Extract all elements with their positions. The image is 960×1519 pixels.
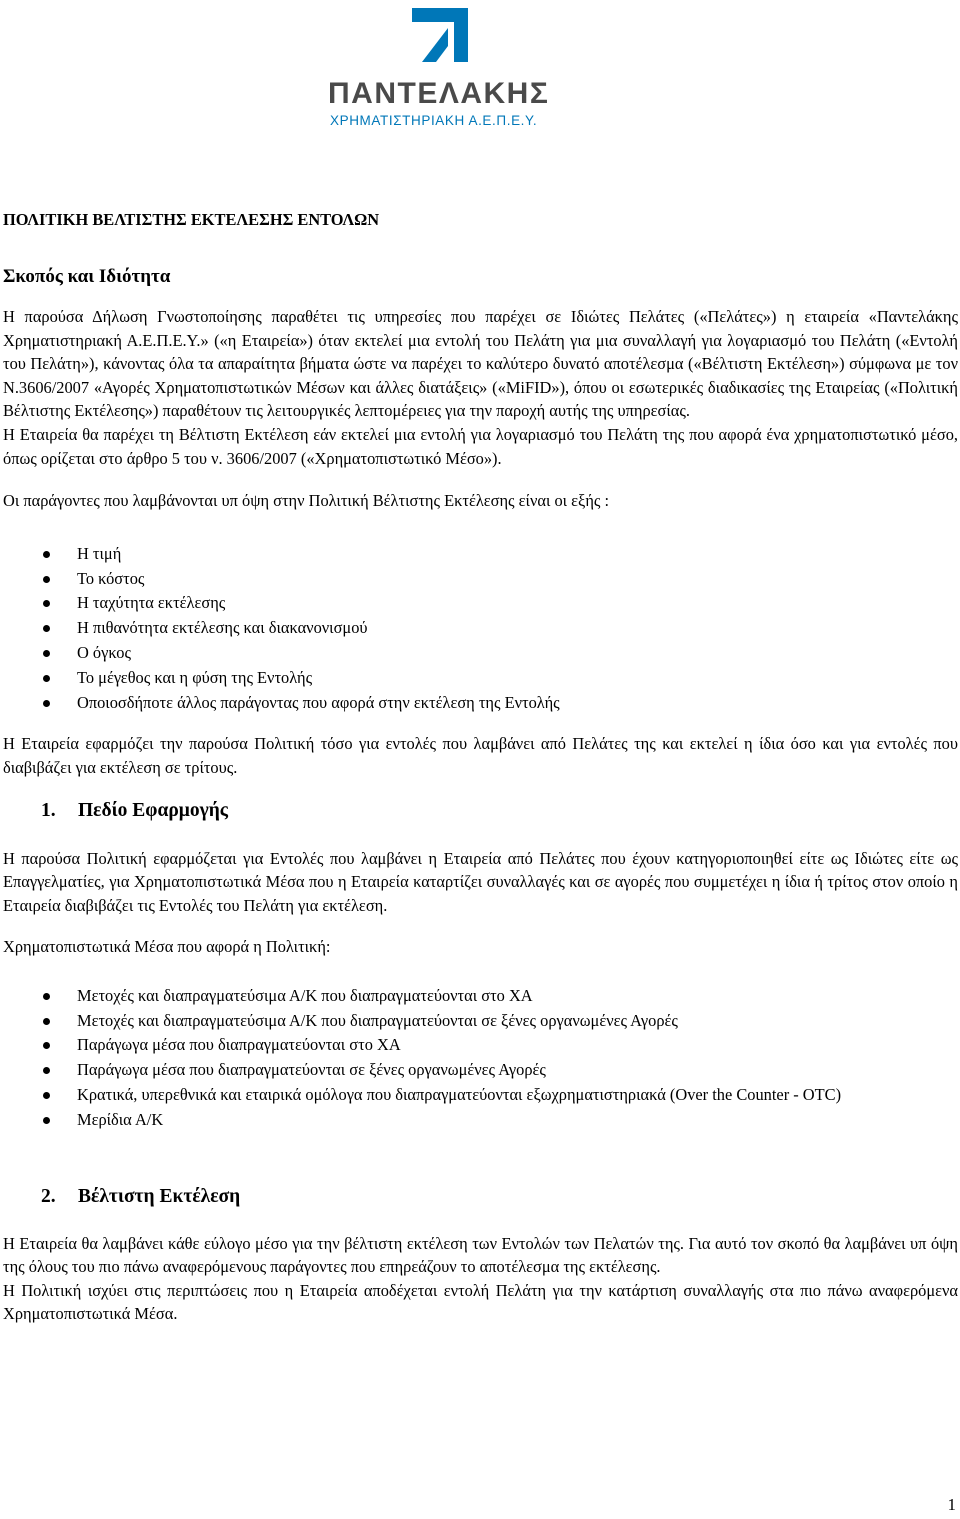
list-item: Το κόστος — [3, 567, 958, 592]
section-title: Βέλτιστη Εκτέλεση — [78, 1185, 241, 1207]
list-item: Ο όγκος — [3, 641, 958, 666]
bullet-icon — [43, 625, 50, 632]
bullet-icon — [43, 700, 50, 707]
section-number: 1. — [41, 799, 56, 821]
bullet-icon — [43, 675, 50, 682]
logo-name: ΠΑΝΤΕΛΑΚΗΣ — [328, 77, 550, 110]
bullet-icon — [43, 1042, 50, 1049]
list-item: Το μέγεθος και η φύση της Εντολής — [3, 666, 958, 691]
bullet-icon — [43, 993, 50, 1000]
logo-subtitle: ΧΡΗΜΑΤΙΣΤΗΡΙΑΚΗ Α.Ε.Π.Ε.Υ. — [330, 113, 538, 128]
factors-intro: Οι παράγοντες που λαμβάνονται υπ όψη στην Πολιτική Βέλτιστης Εκτέλεσης είναι οι εξής : — [3, 491, 610, 511]
intro-paragraph-2: Η Εταιρεία θα παρέχει τη Βέλτιστη Εκτέλεση εάν εκτελεί μια εντολή για λογαριασμό του Πελάτη της που αφορά ένα χρηματοπιστωτικό μέσο, όπως ορίζεται στο άρθρο 5 του ν. 3606/2007 («Χρηματοπιστωτικό Μέσο»). — [3, 424, 958, 468]
list-item: Η τιμή — [3, 542, 958, 567]
list-item: Οποιοσδήποτε άλλος παράγοντας που αφορά στην εκτέλεση της Εντολής — [3, 691, 958, 716]
factors-list — [3, 542, 958, 716]
section-title: Πεδίο Εφαρμογής — [78, 799, 229, 821]
bullet-icon — [43, 1018, 50, 1025]
list-item: Μερίδια Α/Κ — [3, 1108, 958, 1133]
bullet-icon — [43, 600, 50, 607]
bullet-icon — [43, 650, 50, 657]
list-item: Η πιθανότητα εκτέλεσης και διακανονισμού — [3, 616, 958, 641]
document-title: ΠΟΛΙΤΙΚΗ ΒΕΛΤΙΣΤΗΣ ΕΚΤΕΛΕΣΗΣ ΕΝΤΟΛΩΝ — [3, 210, 380, 229]
best-execution-paragraph-2: Η Πολιτική ισχύει στις περιπτώσεις που η Εταιρεία αποδέχεται εντολή Πελάτη για την κατάρτιση συναλλαγής στα πιο πάνω αναφερόμενα Χρηματοπιστωτικά Μέσα. — [3, 1280, 958, 1324]
policy-application-paragraph: Η Εταιρεία εφαρμόζει την παρούσα Πολιτική τόσο για εντολές που λαμβάνει από Πελάτες της και εκτελεί η ίδια όσο και για εντολές που διαβιβάζει για εκτέλεση σε τρίτους. — [3, 734, 958, 777]
section-heading-best-execution — [3, 1185, 958, 1215]
bullet-icon — [43, 576, 50, 583]
scope-paragraph: Η παρούσα Πολιτική εφαρμόζεται για Εντολές που λαμβάνει η Εταιρεία από Πελάτες που έχουν κατηγοριοποιηθεί είτε ως Ιδιώτες είτε ως Επαγγελματίες, για Χρηματοπιστωτικά Μέσα που η Εταιρεία καταρτίζει συναλλαγές και σε αγορές που συμμετέχει η ίδια ή τρίτος στον οποίο η Εταιρεία διαβιβάζει τις Εντολές του Πελάτη για εκτέλεση. — [3, 848, 958, 915]
list-item: Παράγωγα μέσα που διαπραγματεύονται σε ξένες οργανωμένες Αγορές — [3, 1058, 958, 1083]
bullet-icon — [43, 1117, 50, 1124]
list-item: Κρατικά, υπερεθνικά και εταιρικά ομόλογα που διαπραγματεύονται εξωχρηματιστηριακά (Over the Counter - OTC) — [3, 1083, 958, 1108]
list-item: Μετοχές και διαπραγματεύσιμα Α/Κ που διαπραγματεύονται στο ΧΑ — [3, 984, 958, 1009]
instruments-intro: Χρηματοπιστωτικά Μέσα που αφορά η Πολιτική: — [3, 937, 331, 957]
instruments-list — [3, 984, 958, 1133]
section-heading-scope — [3, 799, 958, 829]
list-item: Η ταχύτητα εκτέλεσης — [3, 591, 958, 616]
page-number: 1 — [947, 1495, 956, 1514]
document-body — [3, 208, 958, 1326]
intro-paragraph-1: Η παρούσα Δήλωση Γνωστοποίησης παραθέτει τις υπηρεσίες που παρέχει σε Ιδιώτες Πελάτες («Πελάτες») η εταιρεία «Παντελάκης Χρηματιστηριακή Α.Ε.Π.Ε.Υ.» («η Εταιρεία») όταν εκτελεί μια εντολή του Πελάτη για μια συναλλαγή για λογαριασμό του Πελάτη («Εντολή του Πελάτη»), κάνοντας όλα τα απαραίτητα βήματα ώστε να παρέχει το καλύτερο δυνατό αποτέλεσμα («Βέλτιστη Εκτέλεση») σύμφωνα με τον Ν.3606/2007 «Αγορές Χρηματοπιστωτικών Μέσων και άλλες διατάξεις» («MiFID»), όπου οι εσωτερικές διαδικασίες της Εταιρείας («Πολιτική Βέλτιστης Εκτέλεσης») παραθέτουν τις λειτουργικές λεπτομέρειες για την παροχή αυτής της υπηρεσίας. — [3, 307, 958, 421]
list-item: Μετοχές και διαπραγματεύσιμα Α/Κ που διαπραγματεύονται σε ξένες οργανωμένες Αγορές — [3, 1009, 958, 1034]
bullet-icon — [43, 1092, 50, 1099]
section-number: 2. — [41, 1185, 56, 1207]
bullet-icon — [43, 551, 50, 558]
document-subtitle: Σκοπός και Ιδιότητα — [3, 266, 171, 287]
bullet-icon — [43, 1067, 50, 1074]
company-logo — [0, 0, 960, 135]
list-item: Παράγωγα μέσα που διαπραγματεύονται στο ΧΑ — [3, 1033, 958, 1058]
best-execution-paragraph-1: Η Εταιρεία θα λαμβάνει κάθε εύλογο μέσο για την βέλτιστη εκτέλεση των Εντολών των Πελατών της. Για αυτό τον σκοπό θα λαμβάνει υπ όψη της όλους του πιο πάνω αναφερόμενους παράγοντες που επηρεάζουν το αποτέλεσμα της εκτέλεσης. — [3, 1233, 958, 1277]
arrow-corner-icon — [412, 8, 470, 64]
